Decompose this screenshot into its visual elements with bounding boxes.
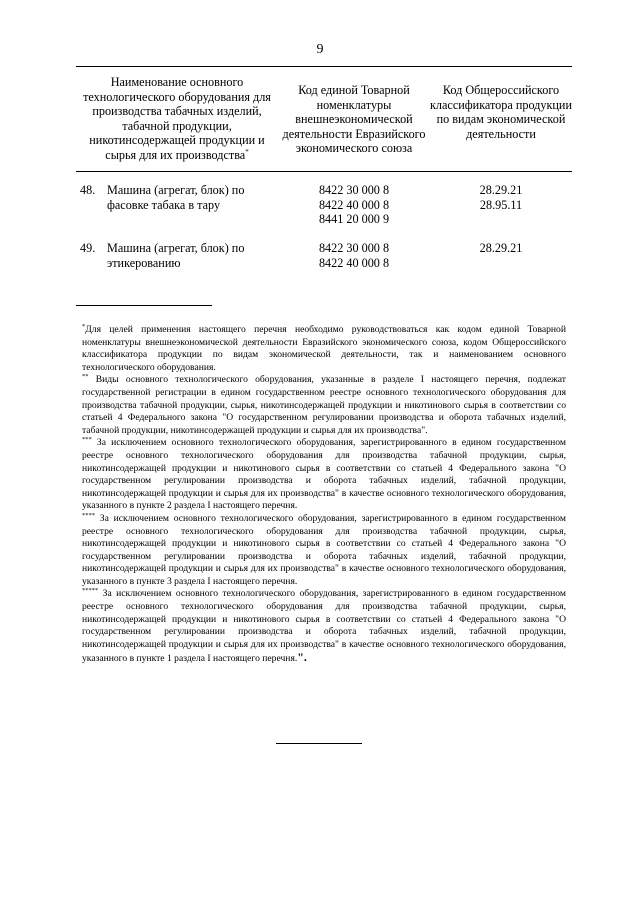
header-okpd-code: Код Общероссийского классификатора продукции по видам экономической деятельности (430, 83, 572, 141)
tnved-codes (278, 183, 430, 227)
page-number: 9 (316, 42, 324, 57)
tnved-code: 8422 40 000 8 (318, 197, 390, 212)
footnote: *Для целей применения настоящего перечня необходимо руководствоваться как кодом единой Товарной номенклатуры внешнеэкономической деятельности Евразийского экономического союза, кодом Общероссийского классификатора продукции по видам экономической деятельности, так и наименованием основного технологического оборудования. (82, 322, 566, 373)
okpd-code: 28.29.21 (479, 241, 523, 255)
tnved-code: 8422 30 000 8 (318, 183, 390, 197)
footnote: ***** За исключением основного технологического оборудования, зарегистрированного в едином государственном реестре основного технологического оборудования для производства табачной продукции, сырья, никотинсодержащей продукции и никотинового сырья в соответствии со статьей 4 Федерального закона "О государственном регулировании производства и оборота табачных изделий, табачной продукции, никотинсодержащей продукции и сырья для их производства" в качестве основного технологического оборудования, указанного в пункте 1 раздела I настоящего перечня.". (82, 587, 566, 665)
row-number: 48. (80, 183, 96, 197)
header-equipment-name: Наименование основного технологического оборудования для производства табачных изделий, табачной продукции, никотинсодержащей продукции и сырья для их производства* (83, 75, 271, 162)
table-top-rule (76, 66, 572, 67)
end-of-document-rule (276, 743, 362, 744)
footnote: **** За исключением основного технологического оборудования, зарегистрированного в едином государственном реестре основного технологического оборудования для производства табачной продукции, сырья, никотинсодержащей продукции и никотинового сырья в соответствии со статьей 4 Федерального закона "О государственном регулировании производства и оборота табачных изделий, табачной продукции, никотинсодержащей продукции и сырья для их производства" в качестве основного технологического оборудования, указанного в пункте 3 раздела I настоящего перечня. (82, 511, 566, 587)
table-header-bottom-rule (76, 171, 572, 172)
equipment-name: Машина (агрегат, блок) по этикерованию (107, 241, 245, 270)
footnote: ** Виды основного технологического оборудования, указанные в разделе I настоящего перечня, подлежат государственной регистрации в едином государственном реестре основного технологического оборудования для производства табачной продукции, сырья, никотинсодержащей продукции и никотинового сырья в соответствии со статьей 4 Федерального закона "О государственном регулировании производства и оборота табачных изделий, табачной продукции, никотинсодержащей продукции и сырья для их производства". (82, 373, 566, 436)
tnved-code: 8422 40 000 8 (318, 255, 390, 270)
closing-quote-mark: ". (297, 650, 307, 665)
okpd-codes (430, 183, 572, 212)
footnote-separator (76, 305, 212, 306)
okpd-codes (430, 241, 572, 256)
tnved-code: 8422 30 000 8 (318, 241, 390, 255)
footnote: *** За исключением основного технологического оборудования, зарегистрированного в едином государственном реестре основного технологического оборудования для производства табачной продукции, сырья, никотинсодержащей продукции и никотинового сырья в соответствии со статьей 4 Федерального закона "О государственном регулировании производства и оборота табачных изделий, табачной продукции, никотинсодержащей продукции и сырья для их производства" в качестве основного технологического оборудования, указанного в пункте 2 раздела I настоящего перечня. (82, 436, 566, 512)
equipment-name: Машина (агрегат, блок) по фасовке табака в тару (107, 183, 245, 212)
row-number: 49. (80, 241, 96, 255)
okpd-code: 28.95.11 (479, 197, 523, 212)
okpd-code: 28.29.21 (479, 183, 523, 197)
footnotes (82, 324, 566, 666)
tnved-codes (278, 241, 430, 270)
tnved-code: 8441 20 000 9 (318, 212, 390, 226)
header-tnved-code: Код единой Товарной номенклатуры внешнеэкономической деятельности Евразийского экономического союза (282, 83, 426, 155)
